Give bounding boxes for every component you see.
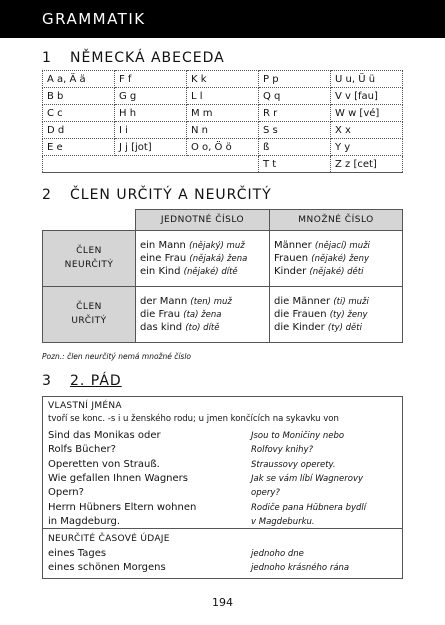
alphabet-cell: Z z [cet] <box>331 156 403 173</box>
alphabet-cell: K k <box>187 71 259 88</box>
alphabet-cell: V v [fau] <box>331 88 403 105</box>
alphabet-cell: P p <box>259 71 331 88</box>
czech-translation: (nějaký) muž <box>189 240 245 251</box>
article-line <box>140 295 265 308</box>
time-expressions-heading: NEURČITÉ ČASOVÉ ÚDAJE <box>48 534 170 544</box>
alphabet-row <box>43 122 403 139</box>
proper-names-rule: tvoří se konc. -s i u ženského rodu; u jmen končících na sykavku von <box>48 414 339 424</box>
section2-heading <box>42 187 272 203</box>
czech-translation: (ten) muž <box>190 296 232 307</box>
german-word: der Mann <box>140 295 191 307</box>
article-table <box>42 209 403 343</box>
article-line <box>274 265 398 278</box>
czech-sentence: Rodiče pana Hübnera bydlí <box>251 502 367 513</box>
alphabet-cell: S s <box>259 122 331 139</box>
alphabet-cell: I i <box>115 122 187 139</box>
alphabet-cell: R r <box>259 105 331 122</box>
article-plural-cell <box>270 287 403 343</box>
article-row <box>43 287 403 343</box>
german-word: Frauen <box>274 252 312 264</box>
alphabet-cell: ß <box>259 139 331 156</box>
article-note: Pozn.: člen neurčitý nemá množné číslo <box>42 352 192 361</box>
alphabet-table <box>42 70 403 173</box>
german-word: Kinder <box>274 266 310 278</box>
article-line <box>274 295 398 308</box>
section3-title: 2. PÁD <box>70 373 122 389</box>
alphabet-cell: Q q <box>259 88 331 105</box>
czech-translation: (ti) muži <box>333 296 369 307</box>
alphabet-cell: T t <box>259 156 331 173</box>
section3-heading <box>42 373 122 389</box>
german-sentence: eines Tages <box>48 548 107 559</box>
german-word: die Frau <box>140 308 184 320</box>
german-word: ein Kind <box>140 266 184 278</box>
czech-translation: (nějaké) dítě <box>183 267 238 278</box>
section1-heading <box>42 50 225 66</box>
alphabet-cell: C c <box>43 105 115 122</box>
german-sentence: Opern? <box>48 487 84 499</box>
czech-translation: (ty) děti <box>327 323 362 334</box>
page-number: 194 <box>212 596 233 609</box>
alphabet-cell: F f <box>115 71 187 88</box>
czech-sentence: jednoho dne <box>251 549 304 559</box>
col-header-plural: MNOŽNÉ ČÍSLO <box>270 210 403 231</box>
czech-translation: (nějaké) ženy <box>311 253 370 264</box>
german-sentence: in Magdeburg. <box>48 515 121 527</box>
alphabet-cell: H h <box>115 105 187 122</box>
alphabet-cell: G g <box>115 88 187 105</box>
alphabet-cell: U u, Ü ü <box>331 71 403 88</box>
section2-number: 2 <box>42 187 52 203</box>
czech-translation: (to) dítě <box>185 323 220 334</box>
alphabet-row <box>43 105 403 122</box>
alphabet-row <box>43 88 403 105</box>
alphabet-cell: W w [vé] <box>331 105 403 122</box>
section1-number: 1 <box>42 50 52 66</box>
german-word: Männer <box>274 239 315 251</box>
proper-names-heading: VLASTNÍ JMÉNA <box>48 401 122 411</box>
german-word: eine Frau <box>140 252 190 264</box>
alphabet-cell: B b <box>43 88 115 105</box>
alphabet-cell: D d <box>43 122 115 139</box>
czech-translation: (ty) ženy <box>329 309 368 320</box>
german-word: das kind <box>140 322 186 334</box>
article-label-line: URČITÝ <box>71 315 107 326</box>
czech-translation: (ta) žena <box>183 309 222 320</box>
german-sentence: eines schönen Morgens <box>48 562 166 574</box>
german-sentence: Herrn Hübners Eltern wohnen <box>48 501 197 513</box>
czech-sentence: Jsou to Moničiny nebo <box>251 431 345 441</box>
article-line <box>274 239 398 252</box>
alphabet-cell: E e <box>43 139 115 156</box>
article-label-line: ČLEN <box>76 246 102 256</box>
czech-sentence: opery? <box>251 488 280 499</box>
article-singular-cell <box>136 287 270 343</box>
alphabet-cell: L l <box>187 88 259 105</box>
article-line <box>140 308 265 321</box>
german-word: ein Mann <box>140 239 190 251</box>
german-sentence: Operetten von Strauß. <box>48 458 160 470</box>
alphabet-row <box>43 156 403 173</box>
article-singular-cell <box>136 231 270 287</box>
article-label-line: NEURČITÝ <box>64 259 114 270</box>
section3-number: 3 <box>42 373 52 389</box>
alphabet-cell: A a, Ä ä <box>43 71 115 88</box>
alphabet-cell: M m <box>187 105 259 122</box>
article-line <box>140 252 265 265</box>
header-bar <box>0 0 445 38</box>
genitive-box <box>42 396 403 579</box>
alphabet-row <box>43 71 403 88</box>
article-label-line: ČLEN <box>76 302 102 312</box>
article-row-label <box>43 287 136 343</box>
article-line <box>140 321 265 334</box>
czech-sentence: jednoho krásného rána <box>251 563 350 574</box>
czech-sentence: Straussovy operety. <box>251 459 336 470</box>
alphabet-cell: Y y <box>331 139 403 156</box>
alphabet-cell: O o, Ö ö <box>187 139 259 156</box>
czech-translation: (nějací) muži <box>314 240 370 251</box>
article-line <box>140 239 265 252</box>
article-plural-cell <box>270 231 403 287</box>
german-sentence: Rolfs Bücher? <box>48 444 116 456</box>
czech-sentence: v Magdeburku. <box>251 516 315 527</box>
section2-title: ČLEN URČITÝ A NEURČITÝ <box>70 187 272 203</box>
alphabet-row <box>43 139 403 156</box>
section1-title: NĚMECKÁ ABECEDA <box>70 50 225 66</box>
german-word: die Kinder <box>274 322 328 334</box>
article-line <box>140 265 265 278</box>
article-row-label <box>43 231 136 287</box>
alphabet-cell: J j [jot] <box>115 139 187 156</box>
article-line <box>274 252 398 265</box>
article-row <box>43 231 403 287</box>
czech-sentence: Jak se vám líbí Wagnerovy <box>251 473 364 484</box>
czech-translation: (nějaké) děti <box>309 267 364 278</box>
german-sentence: Wie gefallen Ihnen Wagners <box>48 472 188 484</box>
box-divider <box>43 528 402 529</box>
col-header-singular: JEDNOTNÉ ČÍSLO <box>136 210 270 231</box>
article-line <box>274 308 398 321</box>
czech-translation: (nějaká) žena <box>189 253 248 264</box>
header-title: GRAMMATIK <box>42 10 146 28</box>
german-word: die Männer <box>274 295 334 307</box>
german-sentence: Sind das Monikas oder <box>48 430 161 441</box>
article-line <box>274 321 398 334</box>
table-corner <box>43 210 136 231</box>
german-word: die Frauen <box>274 308 330 320</box>
alphabet-cell: N n <box>187 122 259 139</box>
czech-sentence: Rolfovy knihy? <box>251 445 314 456</box>
alphabet-cell: X x <box>331 122 403 139</box>
alphabet-cell <box>43 156 259 173</box>
